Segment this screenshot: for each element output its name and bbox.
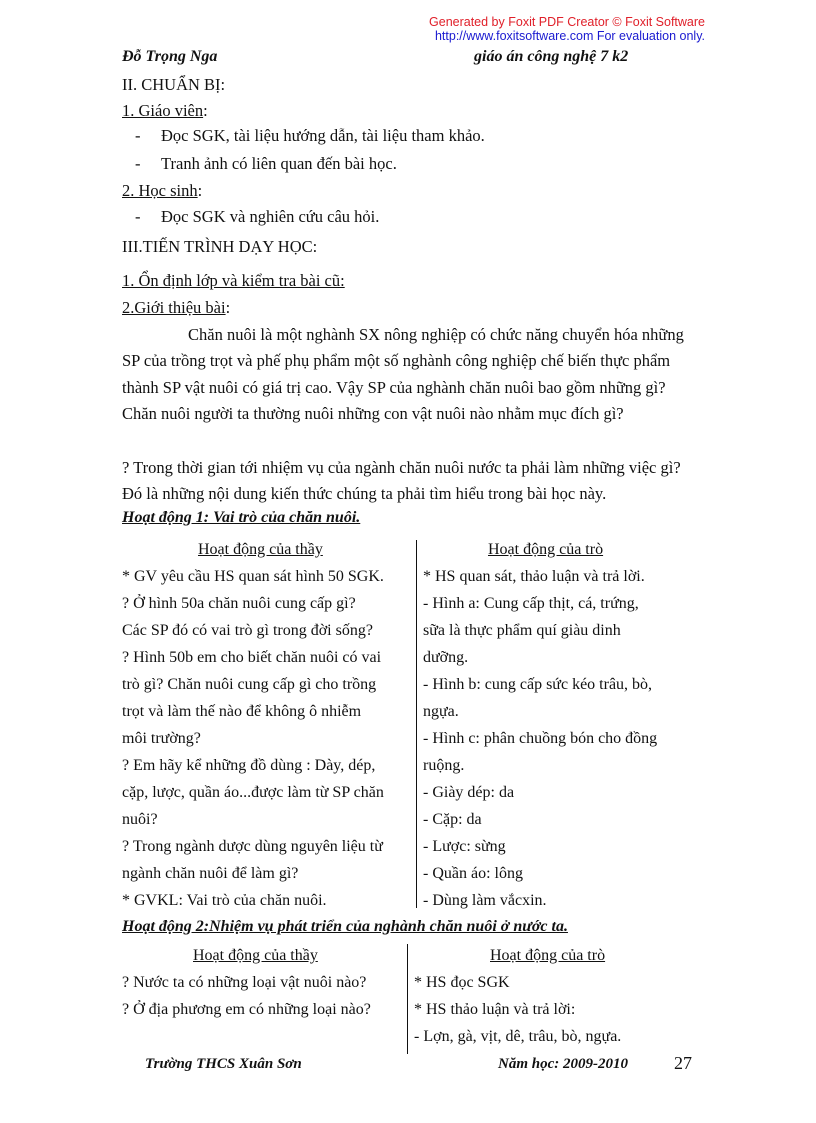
student-title: 2. Học sinh — [122, 181, 198, 200]
student-item: - Đọc SGK và nghiên cứu câu hỏi. — [135, 207, 380, 226]
activity2-col-teacher: Hoạt động của thầy — [193, 947, 318, 964]
teacher-line: trọt và làm thế nào để không ô nhiễm — [122, 703, 362, 720]
teacher-line: nuôi? — [122, 811, 158, 828]
student-line: * HS đọc SGK — [414, 974, 510, 991]
teacher-item-text: Đọc SGK, tài liệu hướng dẫn, tài liệu tham khảo. — [161, 126, 485, 145]
teacher-line: * GV yêu cầu HS quan sát hình 50 SGK. — [122, 568, 384, 585]
teacher-line: ngành chăn nuôi để làm gì? — [122, 865, 299, 882]
activity1-col-student: Hoạt động của trò — [488, 541, 604, 558]
student-line: ngựa. — [423, 703, 459, 720]
activity2-teacher-col — [122, 969, 404, 1023]
teacher-line: môi trường? — [122, 730, 201, 747]
activity1-title: Hoạt động 1: Vai trò của chăn nuôi. — [122, 509, 361, 526]
teacher-line: ? Nước ta có những loại vật nuôi nào? — [122, 974, 367, 991]
activity1-student-col — [423, 563, 703, 914]
student-line: - Cặp: da — [423, 811, 482, 828]
teacher-title: 1. Giáo viên — [122, 101, 204, 120]
student-item-text: Đọc SGK và nghiên cứu câu hỏi. — [161, 207, 380, 226]
student-line: - Lược: sừng — [423, 838, 506, 855]
teacher-item: - Đọc SGK, tài liệu hướng dẫn, tài liệu tham khảo. — [135, 126, 485, 145]
student-line: - Giày dép: da — [423, 784, 515, 801]
teacher-item-text: Tranh ảnh có liên quan đến bài học. — [161, 154, 397, 173]
teacher-line: trò gì? Chăn nuôi cung cấp gì cho trồng — [122, 676, 377, 693]
page-number: 27 — [674, 1053, 692, 1073]
step1-heading: 1. Ổn định lớp và kiểm tra bài cũ: — [122, 271, 345, 290]
student-line: - Hình b: cung cấp sức kéo trâu, bò, — [423, 676, 653, 693]
header-author: Đỗ Trọng Nga — [122, 48, 218, 65]
student-line: - Dùng làm vắcxin. — [423, 892, 547, 909]
intro-paragraph-2: ? Trong thời gian tới nhiệm vụ của ngành chăn nuôi nước ta phải làm những việc gì? Đó là những nội dung kiến thức chúng ta phải tìm hiểu trong bài học này. — [122, 458, 681, 504]
teacher-line: ? Ở hình 50a chăn nuôi cung cấp gì? — [122, 595, 356, 612]
activity2-col-student: Hoạt động của trò — [490, 947, 606, 964]
watermark-line1: Generated by Foxit PDF Creator © Foxit Software — [429, 15, 705, 29]
section-prep: II. CHUẨN BỊ: — [122, 75, 226, 94]
teacher-line: ? Em hãy kể những đồ dùng : Dày, dép, — [122, 757, 376, 774]
student-line: - Lợn, gà, vịt, dê, trâu, bò, ngựa. — [414, 1028, 622, 1045]
activity2-student-col — [414, 969, 704, 1050]
footer-year: Năm học: 2009-2010 — [498, 1056, 628, 1072]
student-line: sữa là thực phẩm quí giàu dinh — [423, 622, 621, 639]
student-line: ruộng. — [423, 757, 465, 774]
teacher-line: ? Trong ngành dược dùng nguyên liệu từ — [122, 838, 383, 855]
student-title-row: 2. Học sinh: — [122, 181, 203, 200]
teacher-line: * GVKL: Vai trò của chăn nuôi. — [122, 892, 327, 909]
step2-heading: 2.Giới thiệu bài — [122, 298, 226, 317]
activity2-title: Hoạt động 2:Nhiệm vụ phát triển của nghành chăn nuôi ở nước ta. — [122, 918, 568, 935]
teacher-line: ? Ở địa phương em có những loại nào? — [122, 1001, 371, 1018]
footer-school: Trường THCS Xuân Sơn — [145, 1056, 302, 1072]
foxit-watermark — [429, 15, 705, 43]
teacher-line: cặp, lược, quần áo...được làm từ SP chăn — [122, 784, 384, 801]
watermark-line2: http://www.foxitsoftware.com For evaluation only. — [434, 29, 705, 43]
activity1-teacher-col — [122, 563, 414, 914]
student-line: * HS quan sát, thảo luận và trả lời. — [423, 568, 645, 585]
student-line: - Hình a: Cung cấp thịt, cá, trứng, — [423, 595, 639, 612]
student-line: dưỡng. — [423, 649, 469, 666]
student-line: - Hình c: phân chuồng bón cho đồng — [423, 730, 658, 747]
intro-paragraph-1: Chăn nuôi là một nghành SX nông nghiệp có chức năng chuyển hóa những SP của trồng trọt và phế phụ phẩm một số nghành công nghiệp chế biến thực phẩm thành SP vật nuôi có giá trị cao. Vậy SP của nghành chăn nuôi bao gồm những gì? Chăn nuôi người ta thường nuôi những con vật nuôi nào nhằm mục đích gì? — [122, 325, 684, 423]
teacher-line: ? Hình 50b em cho biết chăn nuôi có vai — [122, 649, 382, 666]
activity2-divider — [407, 944, 408, 1054]
teacher-title-row: 1. Giáo viên: — [122, 101, 208, 120]
teacher-item: - Tranh ảnh có liên quan đến bài học. — [135, 154, 397, 173]
teacher-line: Các SP đó có vai trò gì trong đời sống? — [122, 622, 373, 639]
activity1-divider — [416, 540, 417, 908]
header-subject: giáo án công nghệ 7 k2 — [474, 48, 629, 65]
student-line: * HS thảo luận và trả lời: — [414, 1001, 576, 1018]
section-process: III.TIẾN TRÌNH DẠY HỌC: — [122, 237, 318, 256]
step2-heading-row: 2.Giới thiệu bài: — [122, 298, 231, 317]
student-line: - Quần áo: lông — [423, 865, 523, 882]
activity1-col-teacher: Hoạt động của thầy — [198, 541, 323, 558]
